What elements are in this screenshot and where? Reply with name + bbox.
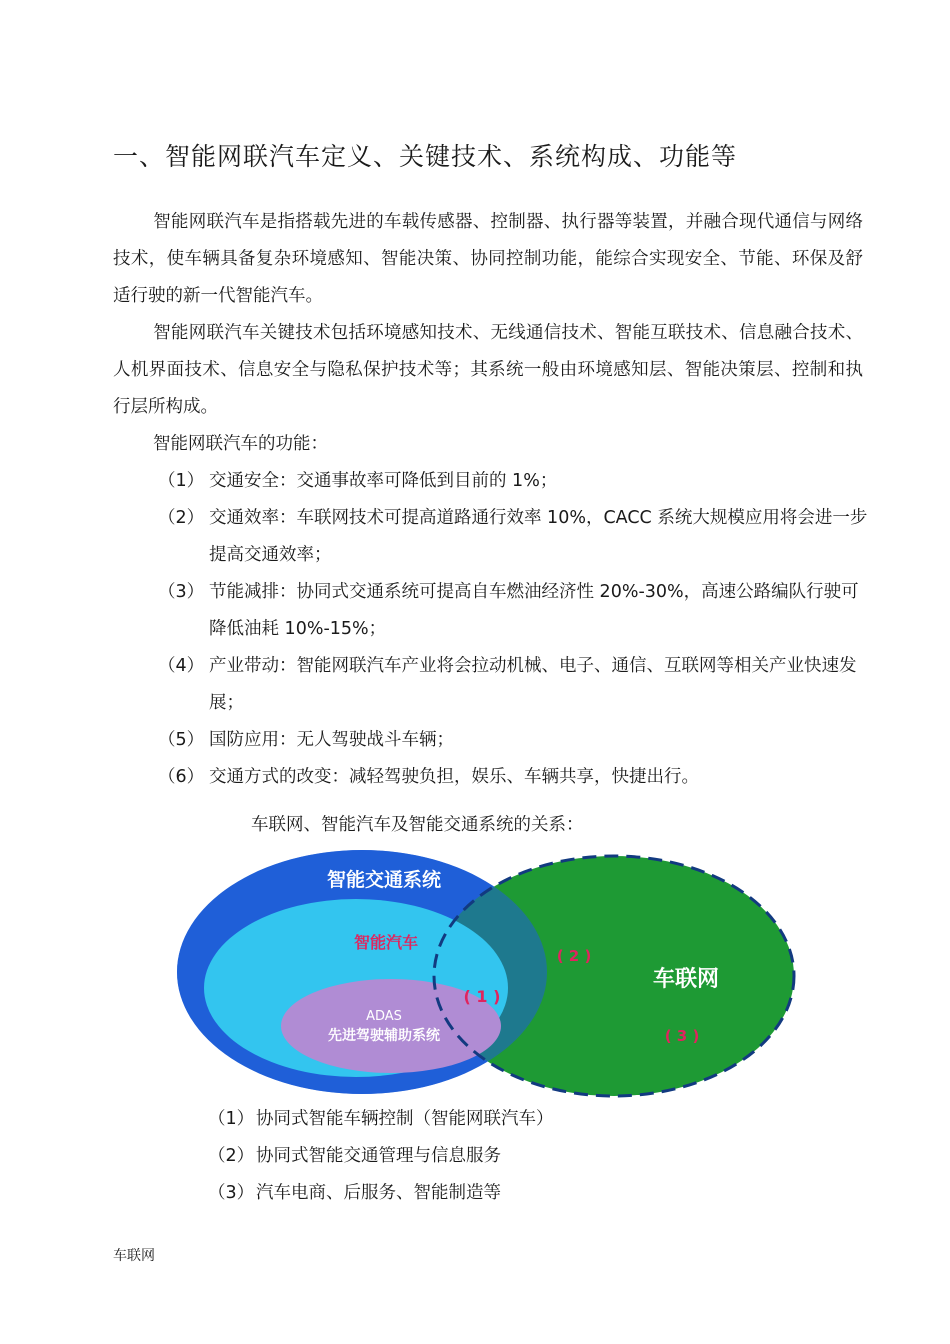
function-text: 交通方式的改变：减轻驾驶负担，娱乐、车辆共享，快捷出行。 bbox=[209, 767, 699, 787]
function-item bbox=[158, 500, 868, 574]
smart-car-label: 智能汽车 bbox=[353, 933, 419, 952]
function-text: 交通效率：车联网技术可提高道路通行效率 10%，CACC 系统大规模应用将会进一步提高交通效率； bbox=[209, 508, 868, 565]
function-item bbox=[158, 574, 868, 648]
venn-diagram bbox=[176, 848, 796, 1098]
key-tech-paragraph bbox=[113, 315, 863, 426]
function-item bbox=[158, 648, 868, 722]
function-text: 产业带动：智能网联汽车产业将会拉动机械、电子、通信、互联网等相关产业快速发展； bbox=[209, 656, 857, 713]
function-number: （1） bbox=[158, 471, 205, 491]
iov-label: 车联网 bbox=[652, 967, 720, 992]
legend-text: 协同式智能车辆控制（智能网联汽车） bbox=[256, 1109, 554, 1129]
legend-item bbox=[208, 1101, 554, 1138]
adas-full-label: 先进驾驶辅助系统 bbox=[328, 1028, 440, 1044]
adas-label: ADAS bbox=[366, 1009, 402, 1024]
function-text: 节能减排：协同式交通系统可提高自车燃油经济性 20%-30%，高速公路编队行驶可降低油耗 10%-15%； bbox=[209, 582, 859, 639]
definition-paragraph bbox=[113, 204, 863, 315]
legend-item bbox=[208, 1138, 501, 1175]
legend-item bbox=[208, 1175, 501, 1212]
function-item bbox=[158, 759, 868, 796]
legend-number: （3） bbox=[208, 1183, 255, 1203]
function-text: 国防应用：无人驾驶战斗车辆； bbox=[209, 730, 454, 750]
region-1-label: ( 1 ) bbox=[463, 987, 501, 1006]
function-number: （2） bbox=[158, 508, 205, 528]
function-item bbox=[158, 463, 868, 500]
function-number: （6） bbox=[158, 767, 205, 787]
its-label: 智能交通系统 bbox=[326, 869, 442, 891]
page-footer: 车联网 bbox=[113, 1248, 155, 1264]
page-title: 一、智能网联汽车定义、关键技术、系统构成、功能等 bbox=[113, 142, 738, 171]
diagram-caption: 车联网、智能汽车及智能交通系统的关系： bbox=[251, 815, 584, 835]
legend-text: 汽车电商、后服务、智能制造等 bbox=[256, 1183, 501, 1203]
region-2-label: ( 2 ) bbox=[556, 947, 592, 965]
legend-text: 协同式智能交通管理与信息服务 bbox=[256, 1146, 501, 1166]
function-number: （4） bbox=[158, 656, 205, 676]
legend-number: （2） bbox=[208, 1146, 255, 1166]
legend-number: （1） bbox=[208, 1109, 255, 1129]
key-tech-text: 智能网联汽车关键技术包括环境感知技术、无线通信技术、智能互联技术、信息融合技术、人机界面技术、信息安全与隐私保护技术等；其系统一般由环境感知层、智能决策层、控制和执行层所构成。 bbox=[113, 323, 863, 417]
functions-intro-text: 智能网联汽车的功能： bbox=[153, 434, 328, 454]
function-number: （3） bbox=[158, 582, 205, 602]
function-number: （5） bbox=[158, 730, 205, 750]
definition-text: 智能网联汽车是指搭载先进的车载传感器、控制器、执行器等装置，并融合现代通信与网络技术，使车辆具备复杂环境感知、智能决策、协同控制功能，能综合实现安全、节能、环保及舒适行驶的新一代智能汽车。 bbox=[113, 212, 863, 306]
function-text: 交通安全：交通事故率可降低到目前的 1%； bbox=[209, 471, 558, 491]
function-item bbox=[158, 722, 868, 759]
region-3-label: ( 3 ) bbox=[664, 1027, 700, 1045]
functions-intro bbox=[113, 426, 863, 463]
